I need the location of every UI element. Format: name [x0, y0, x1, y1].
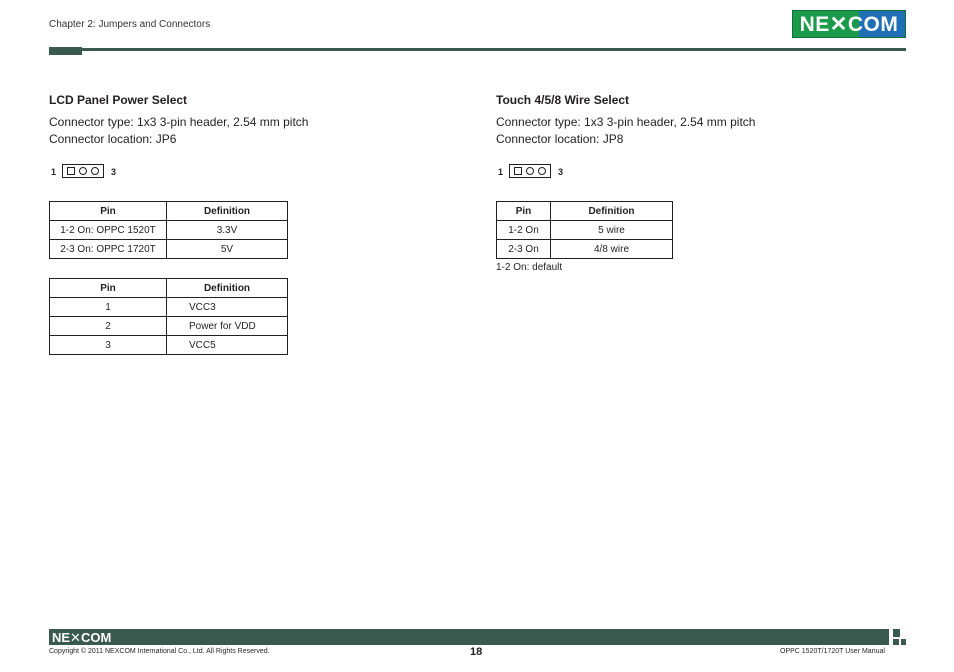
lcd-connector-location: Connector location: JP6: [49, 132, 177, 146]
logo-text: NE✕COM: [799, 12, 899, 36]
col-pin: Pin: [497, 202, 551, 221]
footer-bar: [49, 629, 889, 645]
cell-definition: 4/8 wire: [551, 240, 673, 259]
pin-square-icon: [67, 167, 75, 175]
footer-square-icon: [901, 639, 906, 645]
page-number: 18: [470, 646, 483, 658]
cell-pin: 1: [50, 298, 167, 317]
col-pin: Pin: [50, 202, 167, 221]
cell-definition: VCC3: [167, 298, 288, 317]
table-row: [497, 240, 673, 259]
cell-pin: 2: [50, 317, 167, 336]
cell-pin: 3: [50, 336, 167, 355]
touch-pin-end-label: 3: [558, 167, 564, 177]
table-row: [50, 240, 288, 259]
pin-circle-icon: [79, 167, 87, 175]
cell-pin: 2-3 On: [497, 240, 551, 259]
cell-pin: 2-3 On: OPPC 1720T: [50, 240, 167, 259]
lcd-section-title: LCD Panel Power Select: [49, 93, 188, 107]
lcd-pin-table: [49, 278, 288, 355]
col-definition: Definition: [167, 202, 288, 221]
copyright-text: Copyright © 2011 NEXCOM International Co., Ltd. All Rights Reserved.: [49, 648, 270, 655]
cell-definition: Power for VDD: [167, 317, 288, 336]
touch-jumper-diagram: [509, 164, 551, 178]
cell-definition: 5V: [167, 240, 288, 259]
cell-pin: 1-2 On: [497, 221, 551, 240]
footer-logo: NE✕COM: [52, 630, 112, 645]
manual-title: OPPC 1520T/1720T User Manual: [780, 648, 885, 655]
lcd-jumper-diagram: [62, 164, 104, 178]
lcd-pin-start-label: 1: [51, 167, 57, 177]
lcd-jumper-table: [49, 201, 288, 259]
col-definition: Definition: [167, 279, 288, 298]
header-rule: [49, 48, 906, 51]
table-row: [50, 221, 288, 240]
touch-jumper-table: [496, 201, 673, 259]
pin-circle-icon: [538, 167, 546, 175]
touch-default-note: 1-2 On: default: [496, 262, 563, 273]
table-row: [50, 317, 288, 336]
footer-square-icon: [893, 639, 899, 645]
header-tab: [49, 47, 82, 55]
footer-square-icon: [893, 629, 900, 637]
lcd-pin-end-label: 3: [111, 167, 117, 177]
table-header-row: [50, 202, 288, 221]
cell-definition: VCC5: [167, 336, 288, 355]
touch-pin-start-label: 1: [498, 167, 504, 177]
nexcom-logo: [792, 10, 906, 38]
cell-definition: 5 wire: [551, 221, 673, 240]
touch-connector-location: Connector location: JP8: [496, 132, 624, 146]
touch-connector-type: Connector type: 1x3 3-pin header, 2.54 mm pitch: [496, 115, 756, 129]
table-row: [497, 221, 673, 240]
cell-pin: 1-2 On: OPPC 1520T: [50, 221, 167, 240]
table-header-row: [50, 279, 288, 298]
touch-section-title: Touch 4/5/8 Wire Select: [496, 93, 630, 107]
col-definition: Definition: [551, 202, 673, 221]
table-row: [50, 298, 288, 317]
col-pin: Pin: [50, 279, 167, 298]
pin-circle-icon: [91, 167, 99, 175]
pin-circle-icon: [526, 167, 534, 175]
pin-square-icon: [514, 167, 522, 175]
chapter-title: Chapter 2: Jumpers and Connectors: [49, 19, 211, 30]
lcd-connector-type: Connector type: 1x3 3-pin header, 2.54 mm pitch: [49, 115, 309, 129]
table-row: [50, 336, 288, 355]
table-header-row: [497, 202, 673, 221]
cell-definition: 3.3V: [167, 221, 288, 240]
